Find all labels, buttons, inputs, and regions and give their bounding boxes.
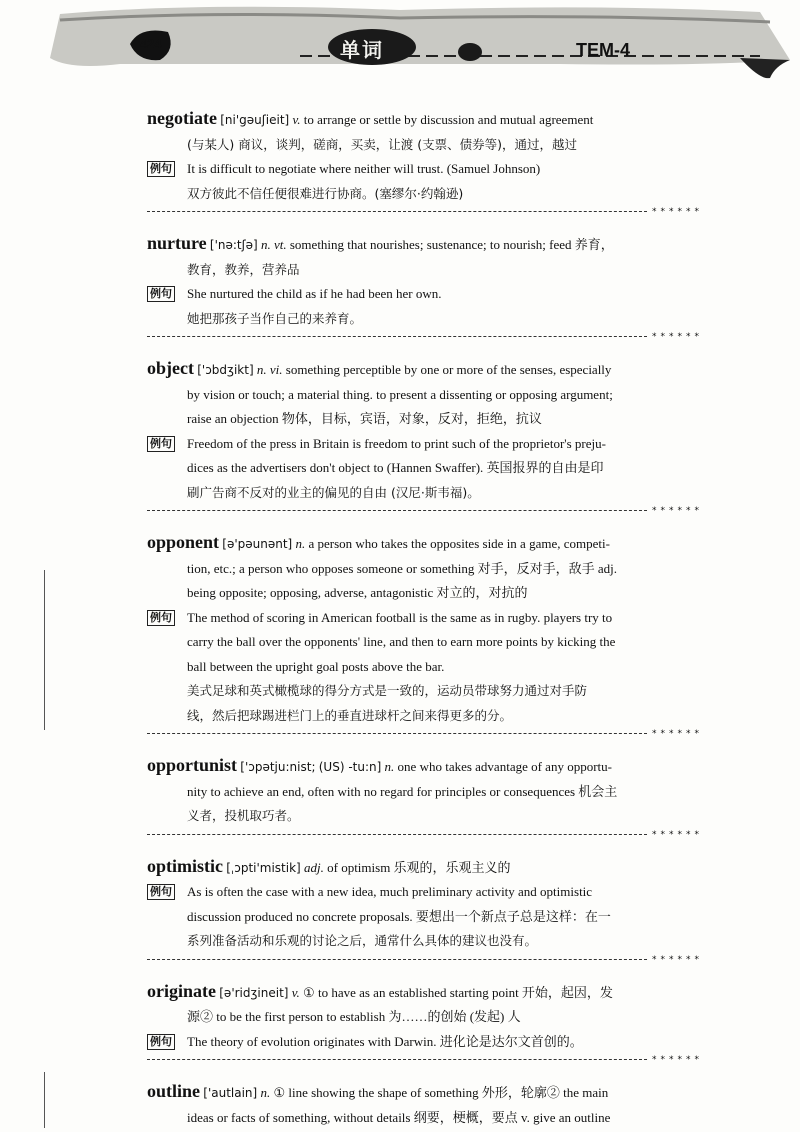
dictionary-content — [147, 106, 713, 1130]
definition-continued: ideas or facts of something, without details 纲要，梗概，要点 v. give an outline — [187, 1109, 611, 1125]
phonetic: ['autlain] — [203, 1086, 258, 1100]
definition: ① line showing the shape of something 外形，轮廓② the main — [273, 1085, 609, 1100]
example — [147, 1030, 713, 1055]
definition: to arrange or settle by discussion and mutual agreement — [303, 112, 594, 127]
entry-separator — [147, 729, 703, 741]
example-tag: 例句 — [147, 610, 175, 626]
headword: optimistic — [147, 855, 223, 876]
entry-separator — [147, 332, 703, 344]
headword: negotiate — [147, 108, 217, 128]
definition-continued: by vision or touch; a material thing. to present a dissenting or opposing argument; — [187, 386, 613, 402]
part-of-speech: n. — [295, 536, 306, 551]
margin-rule — [44, 570, 45, 730]
headword: nurture — [147, 233, 207, 253]
example-line: 系列准备活动和乐观的讨论之后，通常什么具体的建议也没有。 — [187, 933, 538, 948]
entry-opportunist — [147, 753, 713, 842]
phonetic: ['ɔbdʒikt] — [197, 363, 254, 377]
part-of-speech: n. vi. — [256, 362, 283, 377]
definition: something perceptible by one or more of the senses, especially — [285, 362, 612, 377]
entry-negotiate — [147, 106, 713, 219]
separator-stars: ****** — [652, 1055, 703, 1065]
entry-outline — [147, 1079, 713, 1130]
exam-label: TEM-4 — [576, 40, 630, 60]
definition-continued: 源② to be the first person to establish 为……的创始 (发起) 人 — [187, 1009, 521, 1024]
headword: originate — [147, 980, 216, 1001]
example-line: She nurtured the child as if he had been her own. — [187, 286, 442, 301]
headword: object — [147, 358, 194, 378]
separator-stars: ****** — [652, 207, 703, 217]
example-line: 双方彼此不信任便很难进行协商。(塞缪尔·约翰逊) — [187, 185, 464, 201]
phonetic: [ə'pəunənt] — [222, 537, 293, 551]
entry-separator — [147, 506, 703, 518]
example-line: 美式足球和英式橄榄球的得分方式是一致的，运动员带球努力通过对手防 — [187, 683, 588, 698]
separator-stars: ****** — [652, 506, 703, 516]
phonetic-us: (US) -tu:n] — [318, 760, 382, 774]
part-of-speech: v. — [291, 984, 300, 1000]
example-line: It is difficult to negotiate where neither will trust. (Samuel Johnson) — [187, 161, 541, 176]
definition-continued: being opposite; opposing, adverse, antagonistic 对立的，对抗的 — [187, 585, 528, 600]
example-line: The method of scoring in American football is the same as in rugby. players try to — [187, 609, 613, 625]
definition: a person who takes the opposites side in a game, competi- — [308, 536, 610, 551]
part-of-speech: n. vt. — [260, 237, 287, 252]
example-line: 线，然后把球踢进栏门上的垂直进球杆之间来得更多的分。 — [187, 707, 513, 723]
example-line: ball between the upright goal posts above the bar. — [187, 658, 445, 674]
definition-continued: (与某人) 商议，谈判，磋商，买卖，让渡 (支票、债券等)，通过，越过 — [187, 136, 577, 152]
example — [147, 282, 713, 331]
entry-separator — [147, 207, 703, 219]
example-line: Freedom of the press in Britain is freedom to print such of the proprietor's preju- — [187, 435, 606, 451]
entry-separator — [147, 1055, 703, 1067]
entry-nurture — [147, 231, 713, 344]
headword: outline — [147, 1081, 201, 1101]
phonetic: [ˌɔpti'mistik] — [226, 860, 301, 875]
definition: of optimism 乐观的，乐观主义的 — [327, 859, 511, 875]
definition-continued: 义者，投机取巧者。 — [187, 808, 300, 823]
entry-optimistic — [147, 854, 713, 967]
phonetic: ['ɔpətju:nist; — [240, 760, 316, 774]
definition-continued: tion, etc.; a person who opposes someone or something 对手，反对手，敌手 adj. — [187, 560, 618, 576]
page-header — [0, 0, 800, 92]
phonetic: [ə'ridʒineit] — [219, 985, 289, 1000]
entry-object — [147, 356, 713, 518]
example-tag: 例句 — [147, 1034, 175, 1050]
part-of-speech: n. — [384, 759, 395, 774]
example-line: 刷广告商不反对的业主的偏见的自由 (汉尼·斯韦福)。 — [187, 484, 480, 500]
definition: ① to have as an established starting point 开始，起因，发 — [303, 984, 613, 1000]
phonetic: ['nə:tʃə] — [209, 238, 258, 252]
example — [147, 606, 713, 729]
definition: one who takes advantage of any opportu- — [397, 759, 612, 774]
definition-continued: 教育，教养，营养品 — [187, 261, 300, 277]
example-line: discussion produced no concrete proposals. 要想出一个新点子总是这样：在一 — [187, 908, 611, 924]
example-line: 她把那孩子当作自己的来养育。 — [187, 310, 363, 326]
headword: opponent — [147, 532, 220, 552]
example-line: dices as the advertisers don't object to (Hannen Swaffer). 英国报界的自由是印 — [187, 460, 604, 475]
part-of-speech: n. — [260, 1085, 271, 1100]
definition-continued: raise an objection 物体，目标，宾语，对象，反对，拒绝，抗议 — [187, 411, 542, 426]
headword: opportunist — [147, 755, 238, 775]
part-of-speech: adj. — [303, 859, 324, 875]
example-tag: 例句 — [147, 884, 175, 900]
example-tag: 例句 — [147, 436, 175, 452]
example-tag: 例句 — [147, 161, 175, 177]
example — [147, 157, 713, 206]
entry-opponent — [147, 530, 713, 741]
margin-rule — [44, 1072, 45, 1128]
part-of-speech: v. — [292, 112, 301, 127]
example-line: carry the ball over the opponents' line, and then to earn more points by kicking the — [187, 634, 616, 649]
definition-continued: nity to achieve an end, often with no regard for principles or consequences 机会主 — [187, 783, 618, 799]
definition: something that nourishes; sustenance; to nourish; feed 养育， — [289, 237, 614, 252]
separator-stars: ****** — [652, 332, 703, 342]
example-tag: 例句 — [147, 286, 175, 302]
example-line: The theory of evolution originates with Darwin. 进化论是达尔文首创的。 — [187, 1033, 583, 1049]
entry-originate — [147, 979, 713, 1068]
example — [147, 432, 713, 506]
header-banner — [0, 0, 800, 92]
phonetic: [ni'gəuʃieit] — [220, 113, 290, 127]
separator-stars: ****** — [652, 954, 703, 965]
entry-separator — [147, 829, 703, 842]
separator-stars: ****** — [652, 729, 703, 739]
entry-separator — [147, 954, 703, 967]
section-title: 单词 — [340, 38, 384, 62]
page-number: 424 — [140, 36, 162, 51]
separator-stars: ****** — [652, 829, 703, 840]
example — [147, 880, 713, 954]
example-line: As is often the case with a new idea, much preliminary activity and optimistic — [187, 884, 593, 899]
